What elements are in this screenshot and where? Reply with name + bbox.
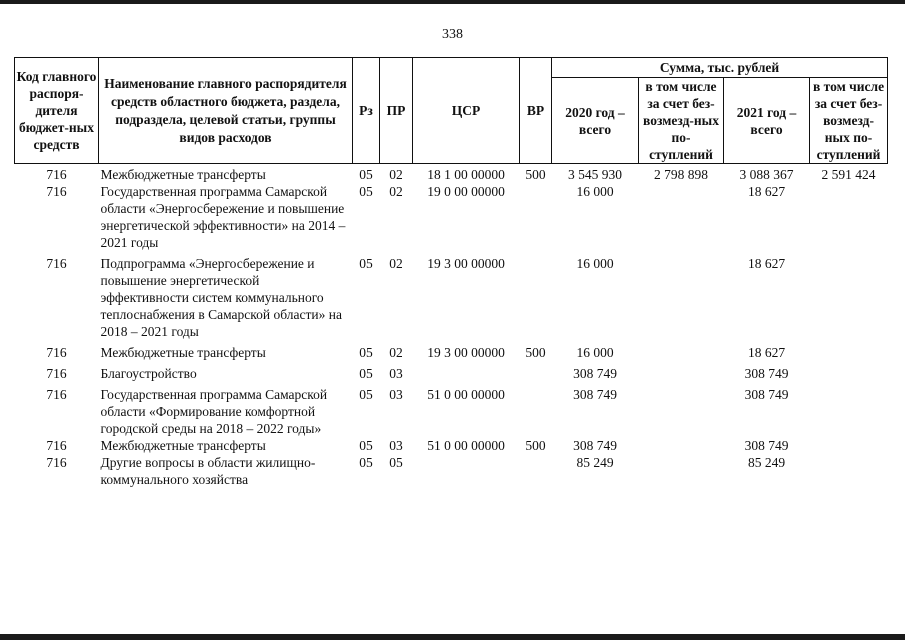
cell-gratuitous-2020: 2 798 898 xyxy=(654,167,708,182)
cell-vr xyxy=(520,183,552,251)
table-row xyxy=(15,340,888,361)
cell-rz: 05 xyxy=(359,387,373,402)
budget-table xyxy=(14,57,888,488)
table-row xyxy=(15,251,888,340)
cell-gratuitous-2021 xyxy=(810,251,888,340)
cell-gratuitous-2021 xyxy=(810,454,888,488)
header-rz: Рз xyxy=(353,58,380,164)
header-gratuitous-2021: в том числе за счет без-возмезд-ных по-ступлений xyxy=(810,78,888,164)
cell-pr: 02 xyxy=(389,184,403,199)
cell-total-2021: 308 749 xyxy=(744,438,789,453)
page-number: 338 xyxy=(442,27,463,42)
cell-gratuitous-2021 xyxy=(810,340,888,361)
header-gratuitous-2020: в том числе за счет без-возмезд-ных по-ступлений xyxy=(639,78,724,164)
cell-rz: 05 xyxy=(359,256,373,271)
cell-vr xyxy=(520,361,552,382)
cell-code: 716 xyxy=(46,345,67,360)
header-name: Наименование главного распорядителя средств областного бюджета, раздела, подраздела, целевой статьи, группы видов расходов xyxy=(99,58,353,164)
table-row xyxy=(15,361,888,382)
scan-bottom-edge xyxy=(0,634,905,640)
cell-gratuitous-2020 xyxy=(639,361,724,382)
cell-csr: 19 0 00 00000 xyxy=(427,184,505,199)
cell-gratuitous-2020 xyxy=(639,454,724,488)
cell-rz: 05 xyxy=(359,366,373,381)
cell-total-2020: 308 749 xyxy=(573,438,617,453)
cell-csr: 51 0 00 00000 xyxy=(427,438,505,453)
table-row xyxy=(15,183,888,251)
cell-total-2021: 18 627 xyxy=(747,256,786,271)
cell-name: Благоустройство xyxy=(100,366,197,381)
cell-code: 716 xyxy=(46,256,67,271)
cell-name: Государственная программа Самарской области «Энергосбережение и повышение энергетической эффективности» на 2014 – 2021 годы xyxy=(100,184,346,250)
cell-gratuitous-2021: 2 591 424 xyxy=(821,167,876,182)
cell-gratuitous-2020 xyxy=(639,183,724,251)
header-csr: ЦСР xyxy=(413,58,520,164)
header-vr: ВР xyxy=(520,58,552,164)
table-body xyxy=(15,164,888,489)
cell-total-2020: 16 000 xyxy=(576,256,614,271)
cell-total-2020: 16 000 xyxy=(576,345,614,360)
header-total-2021: 2021 год – всего xyxy=(724,78,810,164)
cell-csr: 51 0 00 00000 xyxy=(427,387,505,402)
cell-code: 716 xyxy=(46,184,67,199)
cell-total-2021: 3 088 367 xyxy=(739,167,794,182)
cell-rz: 05 xyxy=(359,438,373,453)
header-total-2020: 2020 год – всего xyxy=(552,78,639,164)
cell-total-2020: 3 545 930 xyxy=(568,167,622,182)
cell-code: 716 xyxy=(46,438,67,453)
header-sum-group: Сумма, тыс. рублей xyxy=(552,58,888,78)
cell-gratuitous-2021 xyxy=(810,361,888,382)
cell-name: Другие вопросы в области жилищно-коммунального хозяйства xyxy=(100,455,316,487)
cell-total-2021: 85 249 xyxy=(747,455,786,470)
cell-total-2020: 16 000 xyxy=(576,184,614,199)
table-row xyxy=(15,164,888,184)
cell-pr: 03 xyxy=(389,438,403,453)
cell-total-2020: 85 249 xyxy=(576,455,614,470)
cell-name: Государственная программа Самарской области «Формирование комфортной городской среды на 2018 – 2022 годы» xyxy=(100,387,328,436)
header-pr: ПР xyxy=(380,58,413,164)
scan-top-edge xyxy=(0,0,905,4)
table-row xyxy=(15,382,888,437)
cell-vr: 500 xyxy=(525,167,546,182)
cell-pr: 05 xyxy=(389,455,403,470)
cell-rz: 05 xyxy=(359,167,373,182)
cell-csr: 19 3 00 00000 xyxy=(427,345,505,360)
cell-csr: 18 1 00 00000 xyxy=(427,167,505,182)
cell-rz: 05 xyxy=(359,345,373,360)
table-row xyxy=(15,454,888,488)
cell-pr: 03 xyxy=(389,366,403,381)
cell-vr: 500 xyxy=(525,438,546,453)
cell-gratuitous-2020 xyxy=(639,382,724,437)
cell-vr xyxy=(520,454,552,488)
cell-gratuitous-2020 xyxy=(639,340,724,361)
table-header xyxy=(15,58,888,164)
cell-gratuitous-2021 xyxy=(810,437,888,454)
cell-vr: 500 xyxy=(525,345,546,360)
cell-total-2020: 308 749 xyxy=(573,387,617,402)
cell-pr: 02 xyxy=(389,345,403,360)
cell-name: Межбюджетные трансферты xyxy=(100,167,266,182)
cell-total-2020: 308 749 xyxy=(573,366,617,381)
cell-code: 716 xyxy=(46,167,67,182)
cell-code: 716 xyxy=(46,455,67,470)
cell-pr: 03 xyxy=(389,387,403,402)
cell-gratuitous-2020 xyxy=(639,251,724,340)
cell-rz: 05 xyxy=(359,184,373,199)
cell-name: Межбюджетные трансферты xyxy=(100,438,266,453)
cell-total-2021: 308 749 xyxy=(744,366,789,381)
cell-csr xyxy=(413,361,520,382)
table-row xyxy=(15,437,888,454)
cell-total-2021: 308 749 xyxy=(744,387,789,402)
cell-gratuitous-2021 xyxy=(810,183,888,251)
cell-gratuitous-2021 xyxy=(810,382,888,437)
cell-name: Подпрограмма «Энергосбережение и повышение энергетической эффективности систем коммунального теплоснабжения в Самарской области» на 2018 – 2021 годы xyxy=(100,256,342,339)
cell-pr: 02 xyxy=(389,256,403,271)
cell-csr: 19 3 00 00000 xyxy=(427,256,505,271)
cell-code: 716 xyxy=(46,387,67,402)
cell-code: 716 xyxy=(46,366,67,381)
cell-gratuitous-2020 xyxy=(639,437,724,454)
cell-total-2021: 18 627 xyxy=(747,184,786,199)
cell-csr xyxy=(413,454,520,488)
cell-rz: 05 xyxy=(359,455,373,470)
header-code: Код главного распоря-дителя бюджет-ных средств xyxy=(15,58,99,164)
cell-vr xyxy=(520,251,552,340)
cell-name: Межбюджетные трансферты xyxy=(100,345,266,360)
cell-total-2021: 18 627 xyxy=(747,345,786,360)
cell-pr: 02 xyxy=(389,167,403,182)
cell-vr xyxy=(520,382,552,437)
